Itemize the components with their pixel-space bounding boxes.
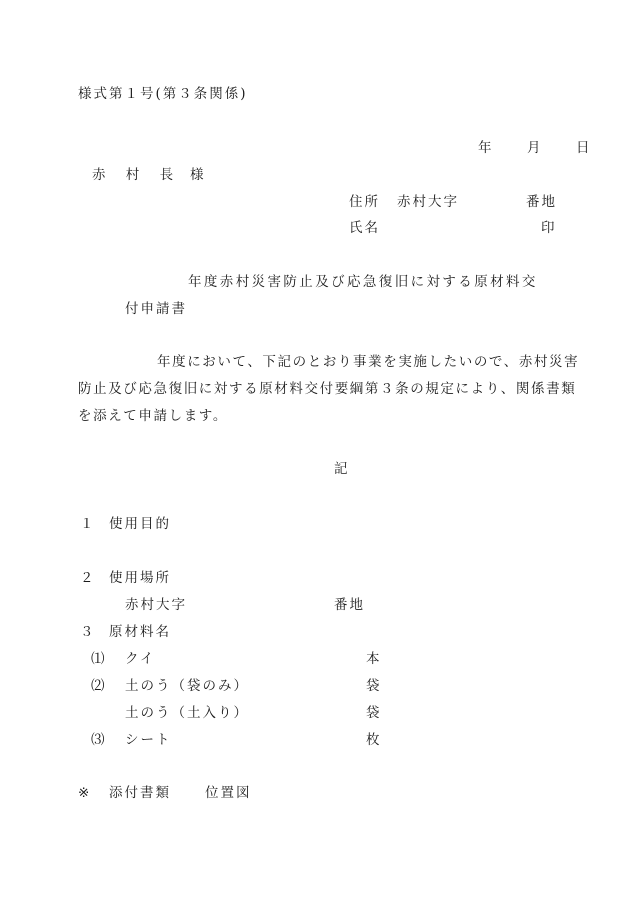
item-purpose-number: １: [80, 516, 96, 532]
date-month: 月: [527, 140, 543, 156]
name-label: 氏名: [349, 220, 380, 236]
body-line2: 防止及び応急復旧に対する原材料交付要綱第３条の規定により、関係書類: [78, 381, 577, 397]
item-place-location-prefix: 赤村大字: [125, 597, 187, 613]
item-materials-label: 原材料名: [109, 624, 171, 640]
date-day: 日: [576, 140, 592, 156]
date-year: 年: [478, 140, 494, 156]
attachment-label: 添付書類: [109, 785, 171, 801]
material-row-number: ⑶: [91, 732, 107, 748]
attachment-value: 位置図: [205, 785, 252, 801]
material-row-name: 土のう（土入り）: [125, 705, 249, 721]
material-row-name: 土のう（袋のみ）: [125, 678, 249, 694]
item-purpose-label: 使用目的: [109, 516, 171, 532]
item-place-number: ２: [80, 570, 96, 586]
material-row-unit: 袋: [366, 705, 382, 721]
attachment-mark: ※: [78, 785, 92, 801]
material-row-unit: 枚: [366, 732, 382, 748]
form-number: 様式第１号(第３条関係): [78, 86, 248, 102]
addressee-honorific: 様: [190, 167, 206, 183]
material-row-unit: 本: [366, 651, 382, 667]
item-place-location-suffix: 番地: [334, 597, 365, 613]
document-title-line2: 付申請書: [125, 301, 187, 317]
addressee-name: 赤 村 長: [92, 167, 182, 183]
address-suffix: 番地: [526, 194, 557, 210]
body-line1: 年度において、下記のとおり事業を実施したいので、赤村災害: [157, 354, 580, 370]
body-line3: を添えて申請します。: [78, 408, 228, 424]
item-place-label: 使用場所: [109, 570, 171, 586]
ki-heading: 記: [334, 461, 350, 477]
document-title-line1: 年度赤村災害防止及び応急復旧に対する原材料交: [188, 274, 538, 290]
material-row-number: ⑵: [91, 678, 107, 694]
material-row-unit: 袋: [366, 678, 382, 694]
material-row-name: クイ: [125, 651, 156, 667]
seal-mark: 印: [541, 220, 557, 236]
item-materials-number: ３: [80, 624, 96, 640]
address-value: 赤村大字: [397, 194, 459, 210]
address-label: 住所: [349, 194, 380, 210]
material-row-number: ⑴: [91, 651, 107, 667]
material-row-name: シート: [125, 732, 172, 748]
